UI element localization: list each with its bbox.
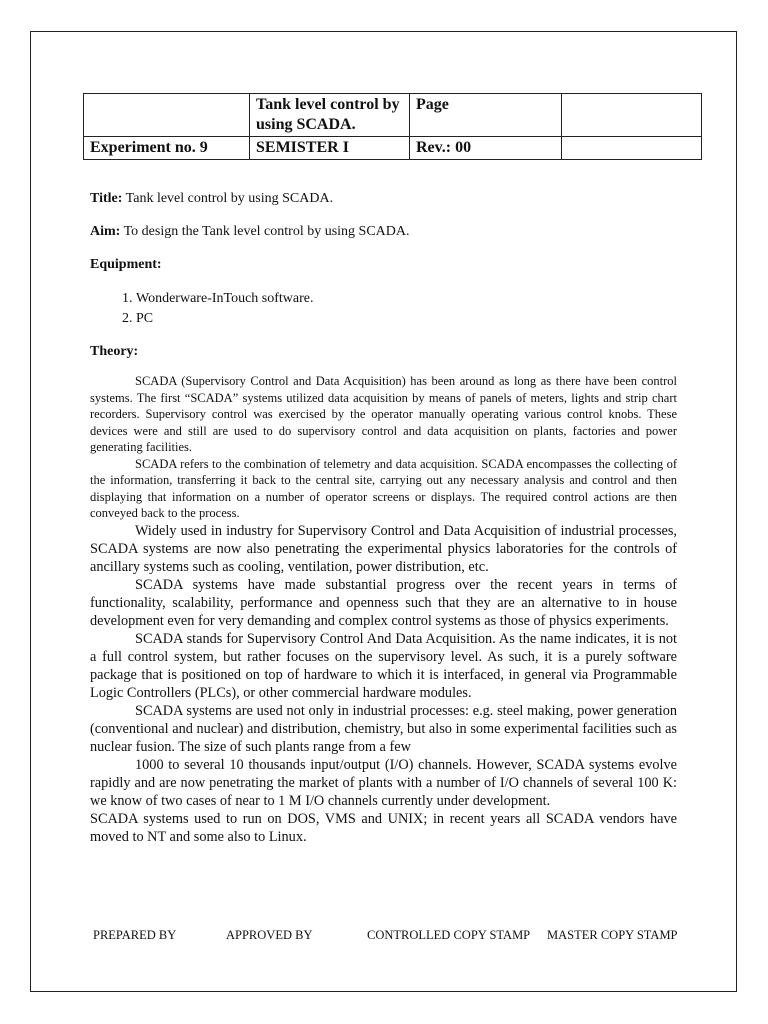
theory-paragraph-last: SCADA systems used to run on DOS, VMS and UNIX; in recent years all SCADA vendors have moved to NT and some also to Linux. bbox=[90, 810, 677, 845]
equipment-list bbox=[90, 289, 677, 329]
header-semester: SEMISTER I bbox=[250, 137, 410, 160]
equipment-heading bbox=[90, 256, 677, 274]
approved-by: APPROVED BY bbox=[226, 928, 313, 942]
controlled-copy-stamp: CONTROLLED COPY STAMP bbox=[367, 928, 531, 942]
theory-heading bbox=[90, 343, 677, 361]
header-experiment: Experiment no. 9 bbox=[84, 137, 250, 160]
theory-paragraph: SCADA systems have made substantial progress over the recent years in terms of functionality, scalability, performance and openness such that they are an alternative to in house development even for very demanding and complex control systems as those of physics experiments. bbox=[90, 576, 677, 629]
header-page-label: Page bbox=[410, 94, 562, 137]
theory-label: Theory: bbox=[90, 344, 139, 359]
aim-line bbox=[90, 223, 677, 241]
header-row-2 bbox=[84, 137, 702, 160]
prepared-by: PREPARED BY bbox=[93, 928, 177, 942]
aim-text: To design the Tank level control by using SCADA. bbox=[123, 224, 410, 239]
header-page-value bbox=[562, 94, 702, 137]
title-line bbox=[90, 190, 677, 208]
theory-paragraph: Widely used in industry for Supervisory Control and Data Acquisition of industrial processes, SCADA systems are now also penetrating the experimental physics laboratories for the controls of ancillary systems such as cooling, ventilation, power distribution, etc. bbox=[90, 522, 677, 575]
master-copy-stamp: MASTER COPY STAMP bbox=[547, 928, 678, 942]
header-rev: Rev.: 00 bbox=[410, 137, 562, 160]
header-table bbox=[83, 93, 702, 160]
theory-paragraph: SCADA refers to the combination of telemetry and data acquisition. SCADA encompasses the collecting of the information, transferring it back to the central site, carrying out any necessary analysis and control and then displaying that information on a number of operator screens or displays. The required control actions are then conveyed back to the process. bbox=[90, 456, 677, 520]
header-row-1 bbox=[84, 94, 702, 137]
theory-paragraph: SCADA stands for Supervisory Control And Data Acquisition. As the name indicates, it is not a full control system, but rather focuses on the supervisory level. As such, it is a purely software package that is positioned on top of hardware to which it is interfaced, in general via Programmable Logic Controllers (PLCs), or other commercial hardware modules. bbox=[90, 630, 677, 701]
header-doc-title: Tank level control by using SCADA. bbox=[250, 94, 410, 137]
theory-paragraph: SCADA systems are used not only in industrial processes: e.g. steel making, power generation (conventional and nuclear) and distribution, chemistry, but also in some experimental facilities such as nuclear fusion. The size of such plants range from a few bbox=[90, 702, 677, 755]
header-empty-cell bbox=[84, 94, 250, 137]
header-rev-value bbox=[562, 137, 702, 160]
list-item: 1. Wonderware-InTouch software. bbox=[136, 289, 677, 309]
title-label: Title: bbox=[90, 191, 123, 206]
document-body bbox=[90, 190, 677, 846]
theory-paragraph: SCADA (Supervisory Control and Data Acquisition) has been around as long as there have been control systems. The first “SCADA” systems utilized data acquisition by means of panels of meters, lights and strip chart recorders. Supervisory control was exercised by the operator manually operating various control knobs. These devices were and still are used to do supervisory control and data acquisition on plants, factories and power generating facilities. bbox=[90, 374, 677, 454]
title-text: Tank level control by using SCADA. bbox=[125, 191, 334, 206]
theory-paragraph: 1000 to several 10 thousands input/output (I/O) channels. However, SCADA systems evolve rapidly and are now penetrating the market of plants with a number of I/O channels of several 100 K: we know of two cases of near to 1 M I/O channels currently under development. bbox=[90, 756, 677, 809]
list-item: 2. PC bbox=[136, 309, 677, 329]
equipment-label: Equipment: bbox=[90, 257, 162, 272]
aim-label: Aim: bbox=[90, 224, 121, 239]
